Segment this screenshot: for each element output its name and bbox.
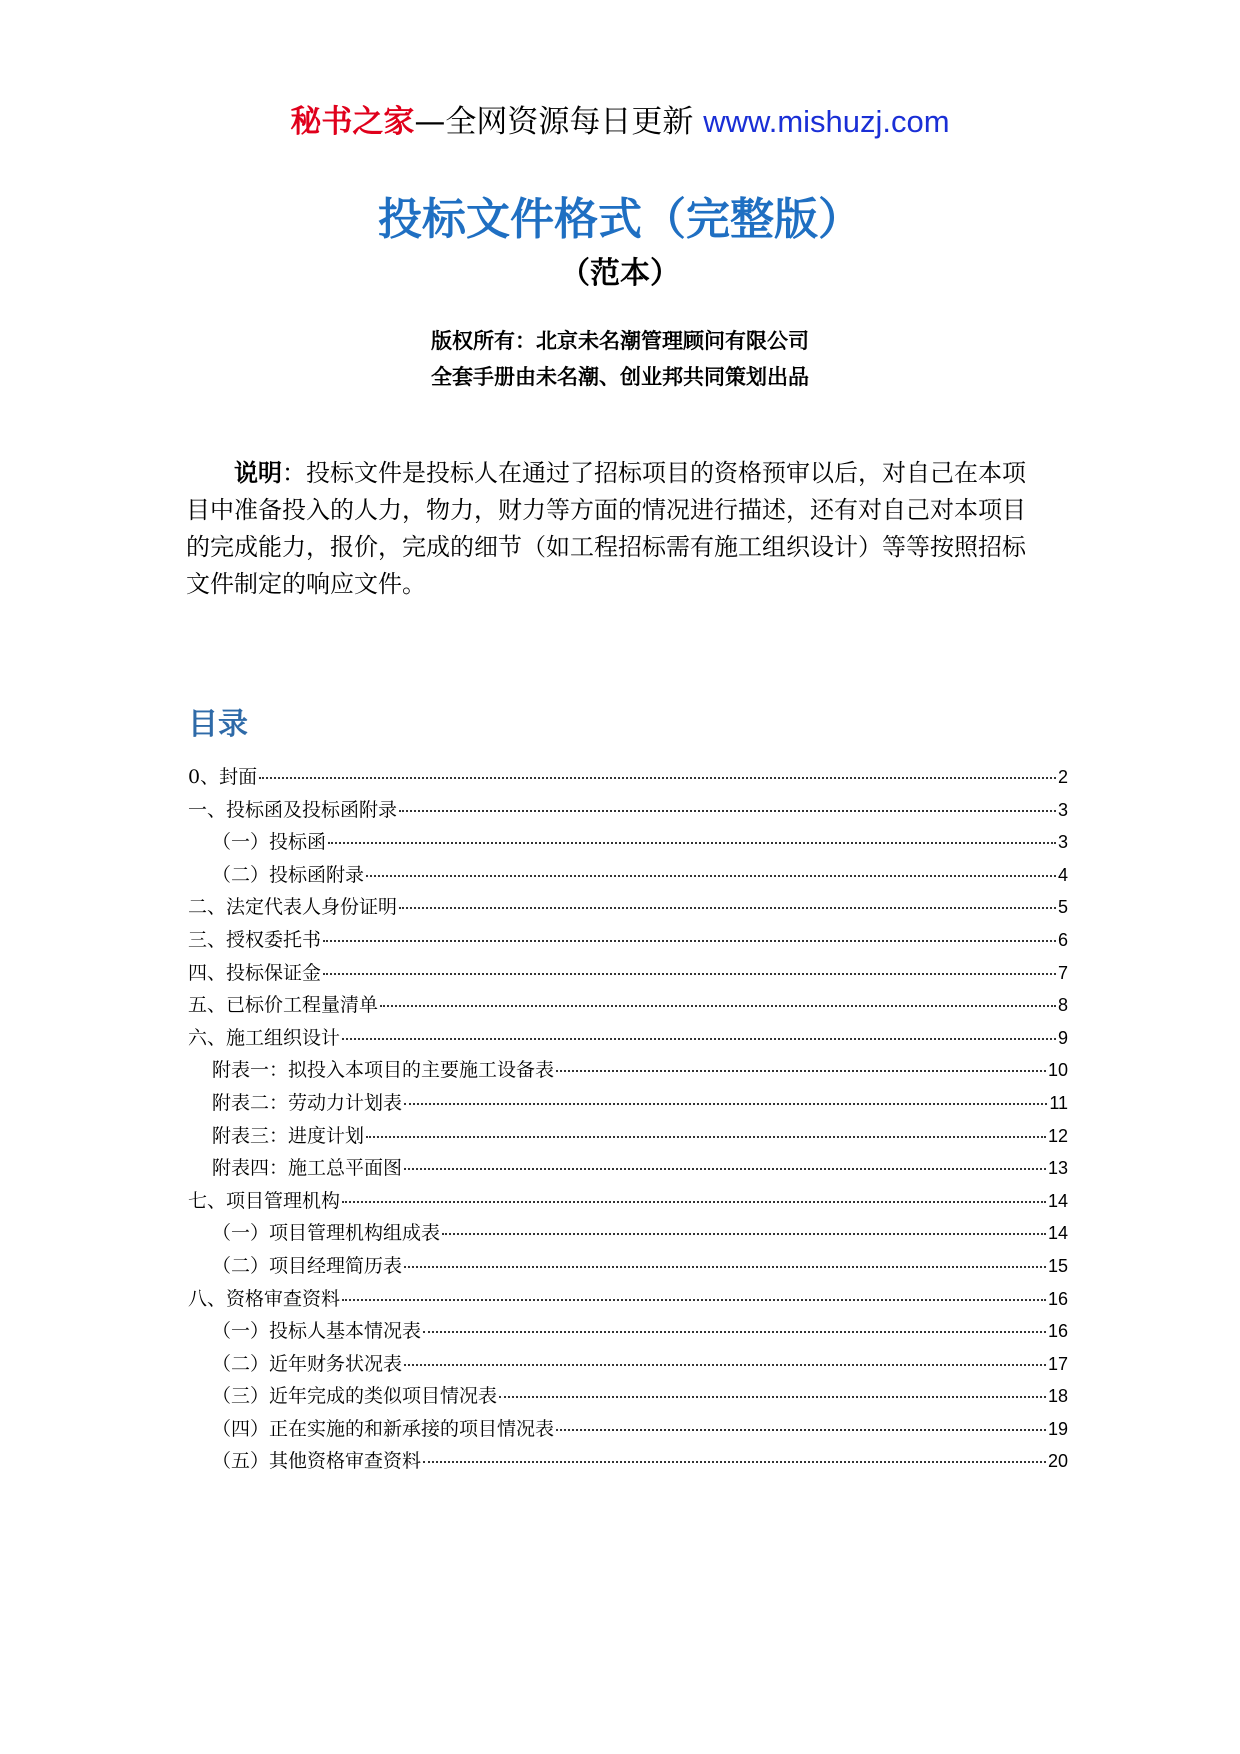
toc-entry-title: （三）近年完成的类似项目情况表 [212,1385,498,1408]
toc-entry[interactable] [188,860,1068,893]
toc-entry[interactable] [188,1284,1068,1317]
toc-dot-leader [423,1331,1046,1333]
toc-dot-leader [399,907,1056,909]
toc-entry-title: 附表二：劳动力计划表 [212,1091,403,1114]
toc-entry-title: （一）投标函 [212,831,327,854]
copyright-line-1: 版权所有：北京未名潮管理顾问有限公司 [431,329,809,353]
toc-entry-page-number: 3 [1057,832,1068,853]
toc-entry-page-number: 2 [1057,767,1068,787]
toc-entry[interactable] [188,827,1068,860]
toc-dot-leader [442,1233,1046,1235]
toc-dot-leader [342,1201,1046,1203]
toc-entry[interactable] [188,1218,1068,1251]
toc-entry-title: 七、项目管理机构 [188,1189,341,1212]
toc-entry[interactable] [188,958,1068,991]
toc-entry-page-number: 5 [1057,897,1068,918]
toc-entry[interactable] [188,1446,1068,1479]
toc-entry-page-number: 6 [1057,929,1068,950]
toc-entry-page-number: 18 [1047,1386,1068,1407]
toc-entry[interactable] [188,1381,1068,1414]
toc-entry[interactable] [188,1055,1068,1088]
toc-entry-page-number: 9 [1057,1027,1068,1048]
toc-entry[interactable] [188,925,1068,958]
document-subtitle: （范本） [560,256,680,291]
toc-entry-page-number: 8 [1057,995,1068,1016]
toc-entry-title: （一）项目管理机构组成表 [212,1222,441,1245]
toc-entry[interactable] [188,1023,1068,1056]
toc-entry[interactable] [188,1153,1068,1186]
toc-dot-leader [380,1005,1056,1007]
toc-entry[interactable] [188,1414,1068,1447]
toc-entry-page-number: 17 [1047,1353,1068,1374]
intro-label: 说明 [234,459,282,487]
toc-entry-title: 二、法定代表人身份证明 [188,896,398,919]
intro-text: ：投标文件是投标人在通过了招标项目的资格预审以后，对自己在本项目中准备投入的人力，物力，财力等方面的情况进行描述，还有对自己对本项目的完成能力，报价，完成的细节（如工程招标需有施工组织设计）等等按照招标文件制定的响应文件。 [186,459,1026,598]
toc-entry-page-number: 20 [1047,1451,1068,1472]
toc-dot-leader [556,1070,1046,1072]
toc-entry-title: 五、已标价工程量清单 [188,994,379,1017]
toc-entry-title: （二）近年财务状况表 [212,1352,403,1375]
toc-entry-title: （二）项目经理简历表 [212,1254,403,1277]
toc-entry-title: 四、投标保证金 [188,961,322,984]
toc-entry[interactable] [188,892,1068,925]
toc-entry-page-number: 15 [1047,1255,1068,1276]
toc-entry-title: 八、资格审查资料 [188,1287,341,1310]
toc-entry[interactable] [188,1251,1068,1284]
document-title: 投标文件格式（完整版） [378,194,862,245]
site-header [0,100,1240,144]
toc-entry-page-number: 3 [1057,799,1068,820]
toc-entry-page-number: 19 [1047,1418,1068,1439]
toc-dot-leader [328,842,1056,844]
toc-entry[interactable] [188,795,1068,828]
toc-dot-leader [499,1396,1046,1398]
toc-entry[interactable] [188,1121,1068,1154]
toc-entry-page-number: 7 [1057,962,1068,983]
toc-entry-page-number: 14 [1047,1223,1068,1244]
toc-entry-page-number: 16 [1047,1321,1068,1342]
toc-dot-leader [404,1103,1047,1105]
toc-entry-title: （二）投标函附录 [212,863,365,886]
toc-entry-title: （一）投标人基本情况表 [212,1320,422,1343]
toc-dot-leader [404,1364,1046,1366]
site-tagline: —全网资源每日更新 [414,104,704,140]
toc-entry[interactable] [188,762,1068,795]
toc-entry-title: 附表三：进度计划 [212,1124,365,1147]
toc-dot-leader [399,810,1056,812]
toc-entry-page-number: 11 [1049,1092,1068,1113]
toc-entry[interactable] [188,990,1068,1023]
toc-dot-leader [342,1299,1046,1301]
toc-entry-page-number: 4 [1057,864,1068,885]
copyright-block [0,323,1240,395]
toc-entry[interactable] [188,1186,1068,1219]
toc-dot-leader [323,973,1056,975]
toc-entry-page-number: 13 [1047,1158,1068,1179]
table-of-contents [188,762,1068,1479]
toc-entry[interactable] [188,1349,1068,1382]
toc-entry-title: 附表一：拟投入本项目的主要施工设备表 [212,1059,555,1082]
toc-entry-page-number: 12 [1047,1125,1068,1146]
toc-dot-leader [556,1429,1046,1431]
toc-entry-page-number: 10 [1047,1060,1068,1081]
toc-entry-page-number: 14 [1047,1190,1068,1211]
copyright-line-2: 全套手册由未名潮、创业邦共同策划出品 [431,365,809,389]
toc-dot-leader [366,1136,1046,1138]
toc-entry-title: 三、授权委托书 [188,928,322,951]
toc-entry-title: （四）正在实施的和新承接的项目情况表 [212,1417,555,1440]
toc-entry-title: 附表四：施工总平面图 [212,1157,403,1180]
intro-paragraph [186,455,1036,603]
toc-heading: 目录 [188,707,248,742]
toc-dot-leader [323,940,1056,942]
toc-dot-leader [366,875,1056,877]
toc-dot-leader [404,1168,1046,1170]
site-url-link[interactable]: www.mishuzj.com [703,104,950,139]
toc-entry[interactable] [188,1088,1068,1121]
toc-entry-title: 六、施工组织设计 [188,1026,341,1049]
toc-entry-title: 一、投标函及投标函附录 [188,798,398,821]
toc-dot-leader [423,1461,1046,1463]
toc-entry[interactable] [188,1316,1068,1349]
toc-entry-page-number: 16 [1047,1288,1068,1309]
toc-dot-leader [259,777,1056,779]
toc-entry-title: （五）其他资格审查资料 [212,1450,422,1473]
site-brand: 秘书之家 [290,104,415,140]
toc-dot-leader [342,1038,1056,1040]
toc-dot-leader [404,1266,1046,1268]
toc-entry-title: 0、封面 [188,766,258,788]
